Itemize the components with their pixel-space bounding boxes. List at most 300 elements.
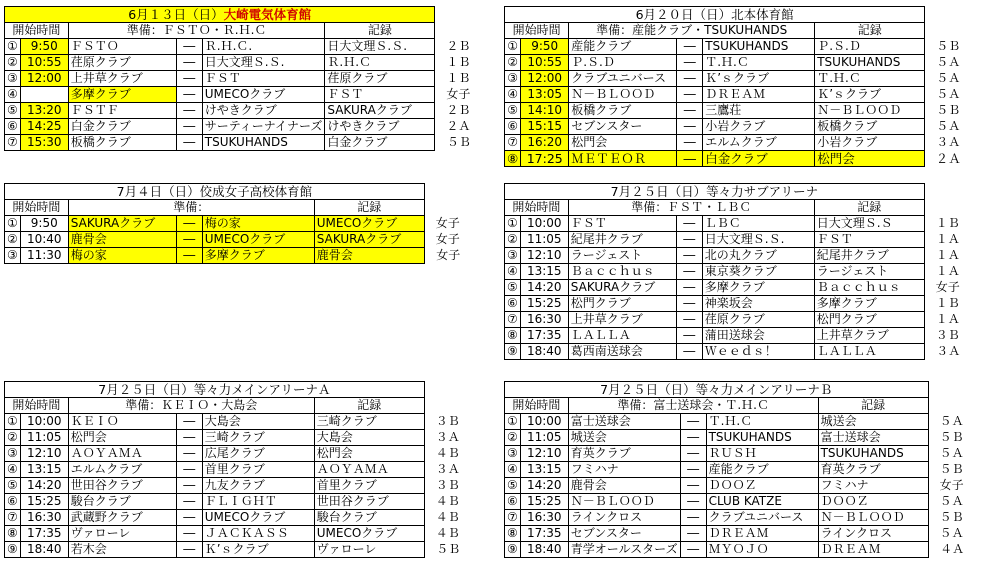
record-team: Ｋ’ｓクラブ bbox=[815, 87, 925, 103]
prep-teams: ＫＥＩＯ・大島会 bbox=[161, 398, 258, 412]
division-grade: ５Ａ bbox=[936, 71, 961, 85]
match-row bbox=[5, 135, 473, 151]
team-a: 板橋クラブ bbox=[569, 103, 677, 119]
versus-dash: ― bbox=[677, 39, 703, 55]
match-number: ⑥ bbox=[5, 494, 21, 510]
grade-spacer bbox=[424, 398, 462, 414]
match-row bbox=[5, 462, 463, 478]
match-row bbox=[5, 446, 463, 462]
division-grade: ５Ｂ bbox=[936, 39, 961, 53]
team-a: ＦＳＴＦ bbox=[68, 103, 176, 119]
team-b: 九友クラブ bbox=[202, 478, 314, 494]
versus-dash: ― bbox=[676, 328, 702, 344]
prep-teams: 産能クラブ・TSUKUHANDS bbox=[632, 23, 788, 37]
grade-spacer bbox=[928, 382, 966, 398]
schedule-table bbox=[4, 6, 473, 151]
match-number: ① bbox=[5, 414, 21, 430]
division-grade: 女子 bbox=[435, 216, 460, 230]
match-number: ⑤ bbox=[505, 280, 521, 296]
match-row bbox=[505, 103, 963, 119]
header-prep bbox=[568, 398, 818, 414]
block-date: 7月２５日（日） bbox=[600, 382, 696, 397]
division-grade: ５Ａ bbox=[936, 119, 961, 133]
prep-label: 準備： bbox=[126, 23, 163, 37]
match-number: ⑦ bbox=[5, 135, 21, 151]
team-a: 白金クラブ bbox=[68, 119, 176, 135]
match-time: 9:50 bbox=[20, 216, 68, 232]
team-a: ＡＯＹＡＭＡ bbox=[68, 446, 176, 462]
match-number: ⑨ bbox=[505, 344, 521, 360]
match-number: ③ bbox=[505, 248, 521, 264]
grade-spacer bbox=[924, 184, 962, 200]
division-grade: ３Ａ bbox=[936, 344, 961, 358]
versus-dash: ― bbox=[680, 430, 706, 446]
match-number: ⑨ bbox=[5, 542, 21, 558]
match-row bbox=[505, 414, 967, 430]
team-a: Ｂａｃｃｈｕｓ bbox=[568, 264, 676, 280]
team-a: ラージェスト bbox=[568, 248, 676, 264]
division-grade: ２Ａ bbox=[935, 151, 961, 166]
schedule-block-0620 bbox=[504, 6, 963, 167]
team-b: サーティーナイナーズ bbox=[202, 119, 325, 135]
team-a: 荏原クラブ bbox=[68, 55, 176, 71]
match-time: 16:20 bbox=[521, 135, 569, 151]
versus-dash: ― bbox=[680, 526, 706, 542]
prep-teams: ＦＳＴＯ・Ｒ.Ｈ.Ｃ bbox=[162, 23, 267, 37]
grade-spacer bbox=[424, 382, 462, 398]
block-date: 6月１３日（日） bbox=[128, 7, 224, 22]
match-time: 18:40 bbox=[520, 344, 568, 360]
schedule-block-0725-main-b bbox=[504, 381, 967, 558]
block-venue: 等々力サブアリーナ bbox=[706, 184, 819, 199]
division-grade: ５Ａ bbox=[939, 446, 964, 460]
match-time: 10:00 bbox=[520, 414, 568, 430]
match-row bbox=[5, 71, 473, 87]
division-grade: ４Ｂ bbox=[435, 510, 460, 524]
match-number: ⑤ bbox=[5, 103, 21, 119]
division-grade: １Ａ bbox=[935, 312, 960, 326]
header-prep bbox=[569, 23, 815, 39]
prep-label: 準備： bbox=[173, 200, 210, 214]
record-team: 富士送球会 bbox=[818, 430, 928, 446]
match-time: 11:05 bbox=[520, 232, 568, 248]
division-grade: ４Ａ bbox=[940, 542, 965, 556]
match-time: 13:20 bbox=[20, 103, 68, 119]
team-a: 育英クラブ bbox=[568, 446, 680, 462]
versus-dash: ― bbox=[676, 296, 702, 312]
record-team: ヴァローレ bbox=[314, 542, 424, 558]
match-row bbox=[505, 462, 967, 478]
grade-spacer bbox=[424, 184, 462, 200]
match-time: 14:20 bbox=[520, 478, 568, 494]
division-grade: ５Ａ bbox=[939, 526, 964, 540]
match-time: 13:05 bbox=[521, 87, 569, 103]
match-number: ① bbox=[5, 216, 21, 232]
team-b: 蒲田送球会 bbox=[702, 328, 814, 344]
schedule-table bbox=[504, 381, 967, 558]
division-grade: ５Ａ bbox=[939, 494, 964, 508]
match-time: 10:00 bbox=[20, 414, 68, 430]
division-grade: ５Ｂ bbox=[936, 103, 961, 117]
team-a: 城送会 bbox=[568, 430, 680, 446]
record-team: 松門会 bbox=[815, 151, 925, 167]
versus-dash: ― bbox=[680, 414, 706, 430]
schedule-table bbox=[504, 183, 963, 360]
division-grade: ３Ｂ bbox=[435, 414, 460, 428]
record-team: ＬＡＬＬＡ bbox=[814, 344, 924, 360]
match-time: 9:50 bbox=[20, 39, 68, 55]
match-row bbox=[5, 232, 463, 248]
match-number: ⑥ bbox=[505, 119, 521, 135]
match-number: ④ bbox=[505, 87, 521, 103]
record-team: 育英クラブ bbox=[818, 462, 928, 478]
team-b: 三鷹荘 bbox=[703, 103, 815, 119]
match-number: ⑨ bbox=[505, 542, 521, 558]
match-row bbox=[505, 119, 963, 135]
division-grade: 女子 bbox=[436, 248, 461, 262]
team-b: 首里クラブ bbox=[202, 462, 314, 478]
record-team: 松門クラブ bbox=[814, 312, 924, 328]
match-row bbox=[5, 478, 463, 494]
team-a: 鹿骨会 bbox=[68, 232, 176, 248]
header-prep bbox=[568, 200, 814, 216]
match-time: 12:10 bbox=[520, 446, 568, 462]
team-b: 広尾クラブ bbox=[202, 446, 314, 462]
header-record: 記録 bbox=[325, 23, 435, 39]
match-number: ③ bbox=[5, 248, 21, 264]
team-b: ＭＹＯＪＯ bbox=[706, 542, 818, 558]
team-b: Ｋ’ｓクラブ bbox=[703, 71, 815, 87]
versus-dash: ― bbox=[176, 55, 202, 71]
versus-dash: ― bbox=[176, 71, 202, 87]
match-number: ⑥ bbox=[505, 494, 521, 510]
match-row bbox=[5, 510, 463, 526]
team-b: Ｒ.Ｈ.Ｃ. bbox=[202, 39, 325, 55]
record-team: 荏原クラブ bbox=[325, 71, 435, 87]
header-start-time: 開始時間 bbox=[505, 398, 569, 414]
team-b: 梅の家 bbox=[202, 216, 314, 232]
record-team: Ｎ－ＢＬＯＯＤ bbox=[818, 510, 928, 526]
team-b: 白金クラブ bbox=[703, 151, 815, 167]
versus-dash: ― bbox=[677, 103, 703, 119]
match-row bbox=[505, 232, 963, 248]
team-a: 世田谷クラブ bbox=[68, 478, 176, 494]
team-b: ＬＢＣ bbox=[702, 216, 814, 232]
team-b: ＤＯＯＺ bbox=[706, 478, 818, 494]
division-grade: ４Ｂ bbox=[435, 526, 460, 540]
versus-dash: ― bbox=[677, 119, 703, 135]
match-time: 10:00 bbox=[520, 216, 568, 232]
team-a: SAKURAクラブ bbox=[568, 280, 676, 296]
grade-spacer bbox=[925, 23, 963, 39]
team-a: 松門会 bbox=[68, 430, 176, 446]
match-time: 10:55 bbox=[521, 55, 569, 71]
match-time: 11:05 bbox=[520, 430, 568, 446]
division-grade: 女子 bbox=[446, 87, 471, 101]
match-row bbox=[5, 494, 463, 510]
record-team: ＤＯＯＺ bbox=[818, 494, 928, 510]
match-row bbox=[5, 248, 463, 264]
division-grade: １Ｂ bbox=[935, 216, 960, 230]
division-grade: １Ａ bbox=[935, 248, 960, 262]
match-time: 17:35 bbox=[20, 526, 68, 542]
team-a: フミハナ bbox=[568, 462, 680, 478]
match-number: ④ bbox=[5, 87, 21, 103]
block-title bbox=[505, 7, 925, 23]
record-team: SAKURAクラブ bbox=[325, 103, 435, 119]
match-time: 18:40 bbox=[20, 542, 68, 558]
team-b: 小岩クラブ bbox=[703, 119, 815, 135]
match-number: ③ bbox=[505, 71, 521, 87]
match-time: 12:10 bbox=[520, 248, 568, 264]
versus-dash: ― bbox=[677, 87, 703, 103]
match-time: 9:50 bbox=[521, 39, 569, 55]
record-team: 多摩クラブ bbox=[814, 296, 924, 312]
match-row bbox=[5, 39, 473, 55]
division-grade: ３Ｂ bbox=[935, 328, 960, 342]
versus-dash: ― bbox=[676, 312, 702, 328]
match-row bbox=[505, 344, 963, 360]
match-number: ① bbox=[5, 39, 21, 55]
record-team: 小岩クラブ bbox=[815, 135, 925, 151]
match-number: ② bbox=[505, 232, 521, 248]
versus-dash: ― bbox=[677, 55, 703, 71]
match-row bbox=[5, 55, 473, 71]
division-grade: ５Ａ bbox=[936, 87, 961, 101]
match-time: 11:05 bbox=[20, 430, 68, 446]
versus-dash: ― bbox=[176, 135, 202, 151]
record-team: Ｎ－ＢＬＯＯＤ bbox=[815, 103, 925, 119]
header-prep bbox=[68, 398, 314, 414]
record-team: ＤＲＥＡＭ bbox=[818, 542, 928, 558]
team-b: 神楽坂会 bbox=[702, 296, 814, 312]
match-time: 15:25 bbox=[520, 494, 568, 510]
division-grade: ４Ｂ bbox=[435, 494, 460, 508]
team-a: ＭＥＴＥＯＲ bbox=[569, 151, 677, 167]
match-time bbox=[20, 87, 68, 103]
match-number: ② bbox=[5, 232, 21, 248]
team-b: ＦＳＴ bbox=[202, 71, 325, 87]
team-b: 北の丸クラブ bbox=[702, 248, 814, 264]
team-a: 松門会 bbox=[569, 135, 677, 151]
team-a: 産能クラブ bbox=[569, 39, 677, 55]
team-a: 梅の家 bbox=[68, 248, 176, 264]
team-b: クラブユニバース bbox=[706, 510, 818, 526]
match-number: ⑤ bbox=[5, 478, 21, 494]
team-b: 日大文理Ｓ.Ｓ. bbox=[202, 55, 325, 71]
match-row bbox=[5, 526, 463, 542]
team-b: ＤＲＥＡＭ bbox=[706, 526, 818, 542]
team-b: 多摩クラブ bbox=[202, 248, 314, 264]
grade-spacer bbox=[925, 7, 963, 23]
match-number: ⑤ bbox=[505, 103, 521, 119]
versus-dash: ― bbox=[176, 526, 202, 542]
match-row bbox=[5, 119, 473, 135]
team-a: Ｐ.Ｓ.Ｄ bbox=[569, 55, 677, 71]
schedule-table bbox=[4, 381, 463, 558]
versus-dash: ― bbox=[680, 462, 706, 478]
division-grade: 女子 bbox=[939, 478, 964, 492]
match-number: ③ bbox=[505, 446, 521, 462]
match-time: 11:30 bbox=[20, 248, 68, 264]
team-a: 葛西南送球会 bbox=[568, 344, 676, 360]
versus-dash: ― bbox=[677, 135, 703, 151]
match-row bbox=[5, 216, 463, 232]
versus-dash: ― bbox=[176, 542, 202, 558]
record-team: Ｒ.Ｈ.Ｃ bbox=[325, 55, 435, 71]
team-b: 荏原クラブ bbox=[702, 312, 814, 328]
match-row bbox=[505, 87, 963, 103]
record-team: ＦＳＴ bbox=[814, 232, 924, 248]
header-start-time: 開始時間 bbox=[505, 200, 569, 216]
grade-spacer bbox=[424, 200, 462, 216]
record-team: 三崎クラブ bbox=[314, 414, 424, 430]
team-b: ＤＲＥＡＭ bbox=[703, 87, 815, 103]
match-time: 14:25 bbox=[20, 119, 68, 135]
match-number: ② bbox=[505, 55, 521, 71]
record-team: 板橋クラブ bbox=[815, 119, 925, 135]
division-grade: １Ｂ bbox=[446, 55, 471, 69]
versus-dash: ― bbox=[676, 248, 702, 264]
block-title bbox=[5, 7, 435, 23]
team-a: 駿台クラブ bbox=[68, 494, 176, 510]
team-a: 青学オールスターズ bbox=[568, 542, 680, 558]
versus-dash: ― bbox=[176, 462, 202, 478]
match-number: ⑤ bbox=[505, 478, 521, 494]
grade-spacer bbox=[928, 398, 966, 414]
versus-dash: ― bbox=[680, 542, 706, 558]
team-a: ヴァローレ bbox=[68, 526, 176, 542]
schedule-block-0613 bbox=[4, 6, 473, 151]
versus-dash: ― bbox=[176, 103, 202, 119]
versus-dash: ― bbox=[176, 39, 202, 55]
prep-label: 準備： bbox=[125, 398, 162, 412]
team-b: UMECOクラブ bbox=[202, 87, 325, 103]
record-team: Ｐ.Ｓ.Ｄ bbox=[815, 39, 925, 55]
grade-spacer bbox=[435, 7, 473, 23]
division-grade: ２Ｂ bbox=[446, 39, 471, 53]
team-a: 多摩クラブ bbox=[68, 87, 176, 103]
versus-dash: ― bbox=[676, 232, 702, 248]
versus-dash: ― bbox=[680, 478, 706, 494]
match-time: 17:35 bbox=[520, 526, 568, 542]
record-team: 日大文理Ｓ.Ｓ. bbox=[325, 39, 435, 55]
team-b: TSUKUHANDS bbox=[706, 430, 818, 446]
match-time: 15:30 bbox=[20, 135, 68, 151]
match-time: 17:35 bbox=[520, 328, 568, 344]
division-grade: １Ｂ bbox=[446, 71, 471, 85]
division-grade: ３Ａ bbox=[435, 430, 460, 444]
team-b: ＪＡＣＫＡＳＳ bbox=[202, 526, 314, 542]
block-date: 7月４日（日） bbox=[116, 184, 200, 199]
versus-dash: ― bbox=[677, 151, 703, 167]
versus-dash: ― bbox=[176, 478, 202, 494]
versus-dash: ― bbox=[176, 446, 202, 462]
header-prep bbox=[68, 200, 314, 216]
match-row bbox=[505, 430, 967, 446]
record-team: 世田谷クラブ bbox=[314, 494, 424, 510]
team-a: エルムクラブ bbox=[68, 462, 176, 478]
team-a: 上井草クラブ bbox=[68, 71, 176, 87]
team-a: セブンスター bbox=[568, 526, 680, 542]
match-row bbox=[505, 264, 963, 280]
team-a: 松門クラブ bbox=[568, 296, 676, 312]
team-a: Ｎ－ＢＬＯＯＤ bbox=[568, 494, 680, 510]
match-row bbox=[5, 414, 463, 430]
match-row bbox=[505, 296, 963, 312]
team-b: 三崎クラブ bbox=[202, 430, 314, 446]
match-time: 17:25 bbox=[521, 151, 569, 167]
team-a: ＬＡＬＬＡ bbox=[568, 328, 676, 344]
match-row bbox=[505, 71, 963, 87]
team-b: 日大文理Ｓ.Ｓ. bbox=[702, 232, 814, 248]
header-start-time: 開始時間 bbox=[5, 398, 69, 414]
team-a: 鹿骨会 bbox=[568, 478, 680, 494]
versus-dash: ― bbox=[676, 264, 702, 280]
team-b: Ｗｅｅｄｓ！ bbox=[702, 344, 814, 360]
match-row bbox=[505, 542, 967, 558]
team-b: CLUB KATZE bbox=[706, 494, 818, 510]
block-venue: 等々力メインアリーナＡ bbox=[193, 382, 331, 397]
record-team: ＦＳＴ bbox=[325, 87, 435, 103]
team-a: クラブユニバース bbox=[569, 71, 677, 87]
versus-dash: ― bbox=[677, 71, 703, 87]
match-number: ⑦ bbox=[505, 510, 521, 526]
schedule-table bbox=[504, 6, 963, 167]
match-row bbox=[5, 87, 473, 103]
team-a: 若木会 bbox=[68, 542, 176, 558]
team-a: 武蔵野クラブ bbox=[68, 510, 176, 526]
record-team: TSUKUHANDS bbox=[818, 446, 928, 462]
division-grade: ５Ｂ bbox=[436, 542, 461, 556]
record-team: 日大文理Ｓ.Ｓ bbox=[814, 216, 924, 232]
match-row bbox=[505, 216, 963, 232]
match-number: ⑥ bbox=[505, 296, 521, 312]
match-time: 13:15 bbox=[520, 462, 568, 478]
match-time: 12:00 bbox=[521, 71, 569, 87]
match-row bbox=[505, 494, 967, 510]
versus-dash: ― bbox=[176, 119, 202, 135]
division-grade: ５Ｂ bbox=[939, 430, 964, 444]
match-time: 16:30 bbox=[520, 510, 568, 526]
header-start-time: 開始時間 bbox=[5, 200, 69, 216]
team-a: ＦＳＴＯ bbox=[68, 39, 176, 55]
match-row bbox=[505, 55, 963, 71]
team-b: TSUKUHANDS bbox=[202, 135, 325, 151]
record-team: 松門会 bbox=[314, 446, 424, 462]
team-b: TSUKUHANDS bbox=[703, 39, 815, 55]
match-row bbox=[505, 478, 967, 494]
match-row bbox=[505, 312, 963, 328]
record-team: Ｂａｃｃｈｕｓ bbox=[814, 280, 924, 296]
match-number: ⑧ bbox=[5, 526, 21, 542]
division-grade: ３Ｂ bbox=[435, 478, 460, 492]
versus-dash: ― bbox=[176, 248, 202, 264]
match-number: ② bbox=[5, 430, 21, 446]
team-a: Ｎ－ＢＬＯＯＤ bbox=[569, 87, 677, 103]
record-team: 城送会 bbox=[818, 414, 928, 430]
match-number: ① bbox=[505, 39, 521, 55]
header-start-time: 開始時間 bbox=[5, 23, 69, 39]
division-grade: １Ａ bbox=[935, 232, 960, 246]
division-grade: １Ｂ bbox=[935, 296, 960, 310]
block-venue: 佼成女子高校体育館 bbox=[199, 184, 313, 199]
header-start-time: 開始時間 bbox=[505, 23, 569, 39]
match-row bbox=[505, 328, 963, 344]
match-row bbox=[505, 280, 963, 296]
versus-dash: ― bbox=[176, 232, 202, 248]
team-a: ＦＳＴ bbox=[568, 216, 676, 232]
